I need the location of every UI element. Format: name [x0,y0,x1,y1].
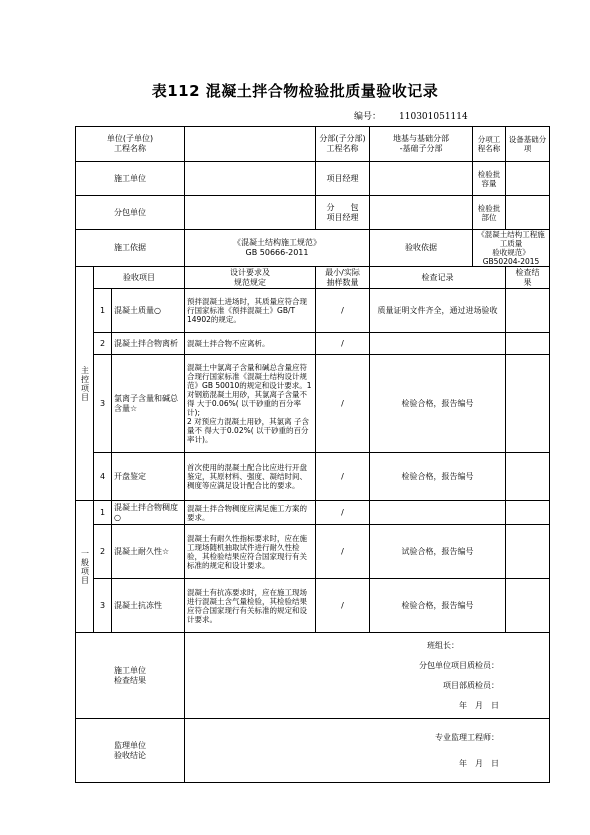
item-record: 质量证明文件齐全，通过进场验收 [370,289,506,333]
item-name: 氯离子含量和碱总含量☆ [112,355,185,453]
record-number-label: 编号： [354,112,382,122]
item-number: 3 [94,579,112,633]
project-manager-label: 项目经理 [316,162,370,196]
table-row [76,355,550,453]
unit-project-name-label: 单位(子单位) 工程名称 [76,127,185,162]
subcontract-manager-value[interactable] [370,196,473,230]
table-row [76,501,550,525]
item-sample: / [316,355,370,453]
team-leader-signature[interactable]: 班组长： [427,640,460,650]
item-result[interactable] [506,579,550,633]
table-row [76,525,550,579]
column-record-header: 检查记录 [370,267,506,289]
batch-location-value[interactable] [506,196,550,230]
project-manager-value[interactable] [370,162,473,196]
table-row [76,453,550,501]
acceptance-basis-value: 《混凝土结构工程施工质量 验收规范》GB50204-2015 [473,230,550,267]
table-row [76,579,550,633]
item-number: 2 [94,333,112,355]
item-requirement: 预拌混凝土进场时，其质量应符合现行国家标准《预拌混凝土》GB/T 14902的规定。 [185,289,316,333]
construction-check-label: 施工单位 检查结果 [76,633,185,719]
column-item-header: 验收项目 [94,267,185,289]
item-number: 4 [94,453,112,501]
record-number [354,109,468,122]
item-name: 混凝土拌合物稠度○ [112,501,185,525]
construction-date[interactable]: 年 月 日 [459,700,500,710]
supervisor-signature[interactable]: 专业监理工程师： [435,732,500,742]
item-name: 开盘鉴定 [112,453,185,501]
subcontract-inspector-signature[interactable]: 分包单位项目质检员： [419,660,500,670]
subcontract-unit-value[interactable] [185,196,316,230]
record-number-value: 110301051114 [399,112,468,122]
general-items-label: 一般项目 [76,501,94,633]
table-row [76,289,550,333]
item-result[interactable] [506,525,550,579]
batch-capacity-value[interactable] [506,162,550,196]
subitem-name-value: 设备基础分项 [506,127,550,162]
construction-check-signatures [185,633,550,719]
item-sample: / [316,579,370,633]
construction-unit-label: 施工单位 [76,162,185,196]
subcontract-manager-label: 分 包 项目经理 [316,196,370,230]
acceptance-basis-label: 验收依据 [370,230,473,267]
batch-capacity-label: 检验批容量 [473,162,506,196]
division-name-label: 分部(子分部) 工程名称 [316,127,370,162]
item-result[interactable] [506,289,550,333]
item-name: 混凝土拌合物离析 [112,333,185,355]
item-requirement: 首次使用的混凝土配合比应进行开盘鉴定，其原材料、强度、凝结时间、稠度等应满足设计配合比的要求。 [185,453,316,501]
item-record: 检验合格，报告编号 [370,453,506,501]
item-number: 1 [94,289,112,333]
item-result[interactable] [506,501,550,525]
table-row [76,333,550,355]
item-sample: / [316,333,370,355]
item-record: 试验合格，报告编号 [370,525,506,579]
item-result[interactable] [506,355,550,453]
item-name: 混凝土抗冻性 [112,579,185,633]
subitem-name-label: 分项工程名称 [473,127,506,162]
column-result-header: 检查结 果 [506,267,550,289]
item-name: 混凝土耐久性☆ [112,525,185,579]
item-sample: / [316,525,370,579]
supervision-conclusion-label: 监理单位 验收结论 [76,719,185,783]
supervision-signatures [185,719,550,783]
batch-location-label: 检验批部位 [473,196,506,230]
construction-unit-value[interactable] [185,162,316,196]
item-number: 2 [94,525,112,579]
item-record [370,333,506,355]
item-number: 3 [94,355,112,453]
item-requirement: 混凝土有抗冻要求时，应在施工现场进行混凝土含气量检验，其检验结果应符合国家现行有关标准的规定和设计要求。 [185,579,316,633]
item-result[interactable] [506,453,550,501]
construction-basis-label: 施工依据 [76,230,185,267]
item-sample: / [316,453,370,501]
construction-basis-value: 《混凝土结构施工规范》 GB 50666-2011 [185,230,370,267]
column-sample-header: 最小/实际 抽样数量 [316,267,370,289]
item-requirement: 混凝土有耐久性指标要求时，应在施工现场随机抽取试件进行耐久性检验，其检验结果应符合国家现行有关标准的规定和设计要求。 [185,525,316,579]
unit-project-name-value[interactable] [185,127,316,162]
item-result[interactable] [506,333,550,355]
item-sample: / [316,289,370,333]
item-record [370,501,506,525]
acceptance-record-table [75,126,550,783]
item-requirement: 混凝土拌合物不应离析。 [185,333,316,355]
main-control-items-label: 主控项目 [76,267,94,501]
division-name-value: 地基与基础分部 -基础子分部 [370,127,473,162]
supervision-date[interactable]: 年 月 日 [459,758,500,768]
subcontract-unit-label: 分包单位 [76,196,185,230]
page-title: 表112 混凝土拌合物检验批质量验收记录 [151,82,439,100]
item-sample: / [316,501,370,525]
item-record: 检验合格，报告编号 [370,579,506,633]
column-requirement-header: 设计要求及 规范规定 [185,267,316,289]
item-number: 1 [94,501,112,525]
item-record: 检验合格，报告编号 [370,355,506,453]
project-inspector-signature[interactable]: 项目部质检员： [443,680,500,690]
item-requirement: 混凝土拌合物稠度应满足施工方案的要求。 [185,501,316,525]
item-name: 混凝土质量○ [112,289,185,333]
item-requirement: 混凝土中氯离子含量和碱总含量应符合现行国家标准《混凝土结构设计规范》GB 50010的规定和设计要求。1 对钢筋混凝土用砂，其氯离子含量不得 大于0.06%( 以干砂重的百分率计); 2 对预应力混凝土用砂，其氯离 子含量不 得大于0.02%( 以干砂重的百分率计)。 [185,355,316,453]
